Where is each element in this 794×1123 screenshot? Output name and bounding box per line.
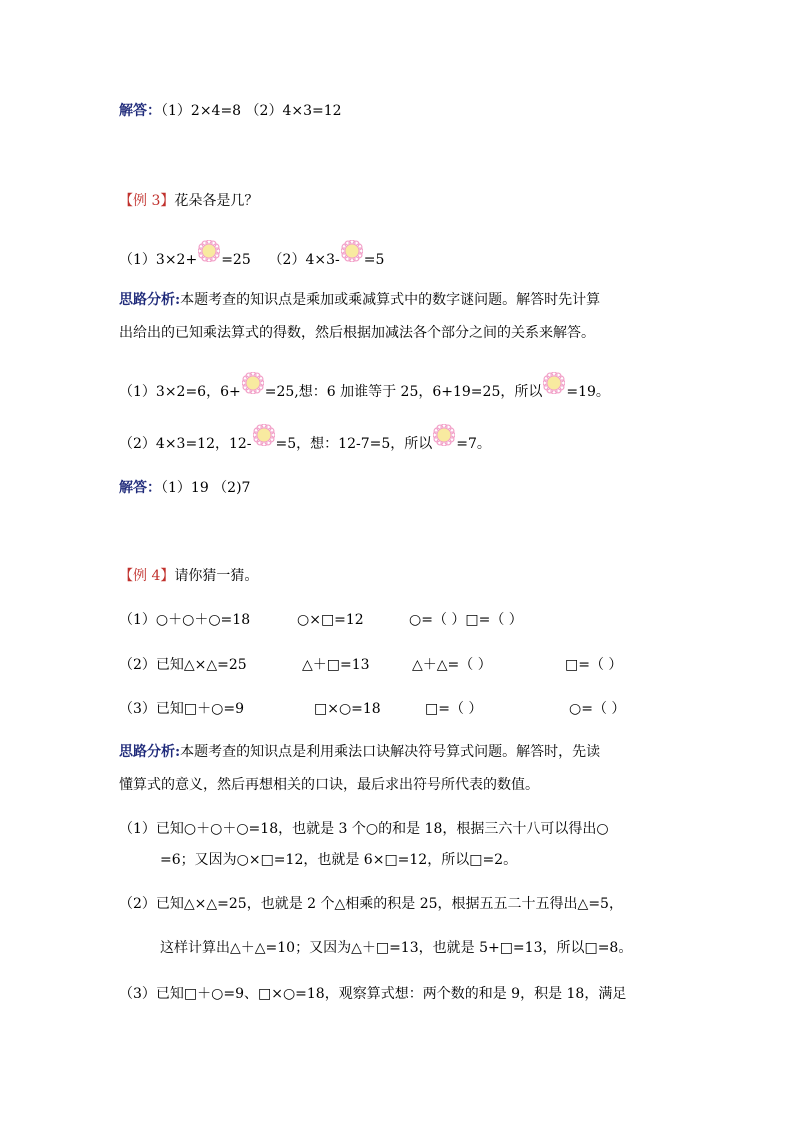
example4-s1-line1 xyxy=(119,819,609,839)
q2-text: □=（ ） xyxy=(565,657,623,673)
flower-icon xyxy=(198,240,220,262)
example4-s1-line2 xyxy=(160,850,517,870)
analysis-label: 思路分析: xyxy=(119,744,181,760)
example3-question: 花朵各是几？ xyxy=(174,193,259,209)
bracket-close: 】 xyxy=(160,568,175,584)
answer-text: （1）19 （2)7 xyxy=(161,480,251,496)
example3-tag: 例 3 xyxy=(133,193,161,209)
step-text: （1）3×2=6，6+ xyxy=(119,384,241,400)
bracket-open: 【 xyxy=(119,193,133,209)
example4-q1-part1 xyxy=(119,610,250,630)
analysis-label: 思路分析: xyxy=(119,292,181,308)
q1-text: （1）○＋○＋○=18 xyxy=(119,612,251,628)
example4-q2-part1 xyxy=(119,655,247,675)
example4-q2-part3 xyxy=(412,655,492,675)
solution-text: 这样计算出△＋△=10；又因为△＋□=13，也就是 5+□=13，所以□=8。 xyxy=(160,940,633,956)
example4-q2-part4 xyxy=(565,655,622,675)
q1-text: ○=（ ）□=（ ） xyxy=(409,612,523,628)
q2-text: （2）已知△×△=25 xyxy=(119,657,247,673)
solution-text: （2）已知△×△=25，也就是 2 个△相乘的积是 25，根据五五二十五得出△=5， xyxy=(119,896,623,912)
bracket-open: 【 xyxy=(119,568,133,584)
flower-icon xyxy=(253,424,275,446)
q3-text: （3）已知□＋○=9 xyxy=(119,701,244,717)
q2-text: △＋△=（ ） xyxy=(412,657,492,673)
example4-heading xyxy=(119,566,258,586)
eq1-part-b: =25 xyxy=(221,252,251,268)
example4-s2-line1 xyxy=(119,894,623,914)
example4-q3-part1 xyxy=(119,699,244,719)
example3-step2 xyxy=(119,430,491,454)
step-text: =7。 xyxy=(456,436,491,452)
example3-answer xyxy=(119,478,250,498)
example4-s3-line1 xyxy=(119,984,626,1004)
example3-heading xyxy=(119,191,258,211)
step-text: =25,想：6 加谁等于 25，6+19=25，所以 xyxy=(264,384,543,400)
example4-q3-part3 xyxy=(425,699,482,719)
example4-question: 请你猜一猜。 xyxy=(174,568,259,584)
example4-s2-line2 xyxy=(160,938,632,958)
answer-label: 解答： xyxy=(119,103,161,119)
answer-label: 解答： xyxy=(119,480,161,496)
example4-q3-part2 xyxy=(314,699,381,719)
q3-text: □×○=18 xyxy=(314,701,381,717)
eq2-part-a: （2）4×3- xyxy=(268,252,340,268)
analysis-text: 本题考查的知识点是利用乘法口诀解决符号算式问题。解答时，先读 xyxy=(180,744,601,760)
example3-step1 xyxy=(119,378,610,402)
step-text: =5，想：12-7=5，所以 xyxy=(275,436,433,452)
answer-line-prev xyxy=(119,101,342,121)
example3-analysis-line2 xyxy=(119,323,595,343)
example4-tag: 例 4 xyxy=(133,568,161,584)
step-text: （2）4×3=12，12- xyxy=(119,436,252,452)
example3-analysis-line1 xyxy=(119,290,600,310)
example4-q1-part2 xyxy=(297,610,364,630)
solution-text: =6；又因为○×□=12，也就是 6×□=12，所以□=2。 xyxy=(160,852,518,868)
example4-q3-part4 xyxy=(569,699,625,719)
analysis-text: 懂算式的意义，然后再想相关的口诀，最后求出符号所代表的数值。 xyxy=(119,777,539,793)
flower-icon xyxy=(341,240,363,262)
example3-equations xyxy=(119,246,384,270)
solution-text: （3）已知□＋○=9、□×○=18，观察算式想：两个数的和是 9，积是 18，满足 xyxy=(119,986,627,1002)
q1-text: ○×□=12 xyxy=(297,612,364,628)
solution-text: （1）已知○＋○＋○=18，也就是 3 个○的和是 18，根据三六十八可以得出○ xyxy=(119,821,609,837)
analysis-text: 出给出的已知乘法算式的得数，然后根据加减法各个部分之间的关系来解答。 xyxy=(119,325,595,341)
q3-text: □=（ ） xyxy=(425,701,483,717)
flower-icon xyxy=(433,424,455,446)
q3-text: ○=（ ） xyxy=(569,701,626,717)
analysis-text: 本题考查的知识点是乘加或乘减算式中的数字谜问题。解答时先计算 xyxy=(180,292,601,308)
example4-analysis-line2 xyxy=(119,775,539,795)
eq1-part-a: （1）3×2+ xyxy=(119,252,198,268)
flower-icon xyxy=(543,372,565,394)
q2-text: △＋□=13 xyxy=(302,657,370,673)
answer-text: （1）2×4=8 （2）4×3=12 xyxy=(161,103,342,119)
example4-q1-part3 xyxy=(409,610,523,630)
example4-q2-part2 xyxy=(302,655,370,675)
bracket-close: 】 xyxy=(160,193,175,209)
example4-analysis-line1 xyxy=(119,742,600,762)
eq2-part-b: =5 xyxy=(363,252,385,268)
flower-icon xyxy=(242,372,264,394)
step-text: =19。 xyxy=(566,384,610,400)
